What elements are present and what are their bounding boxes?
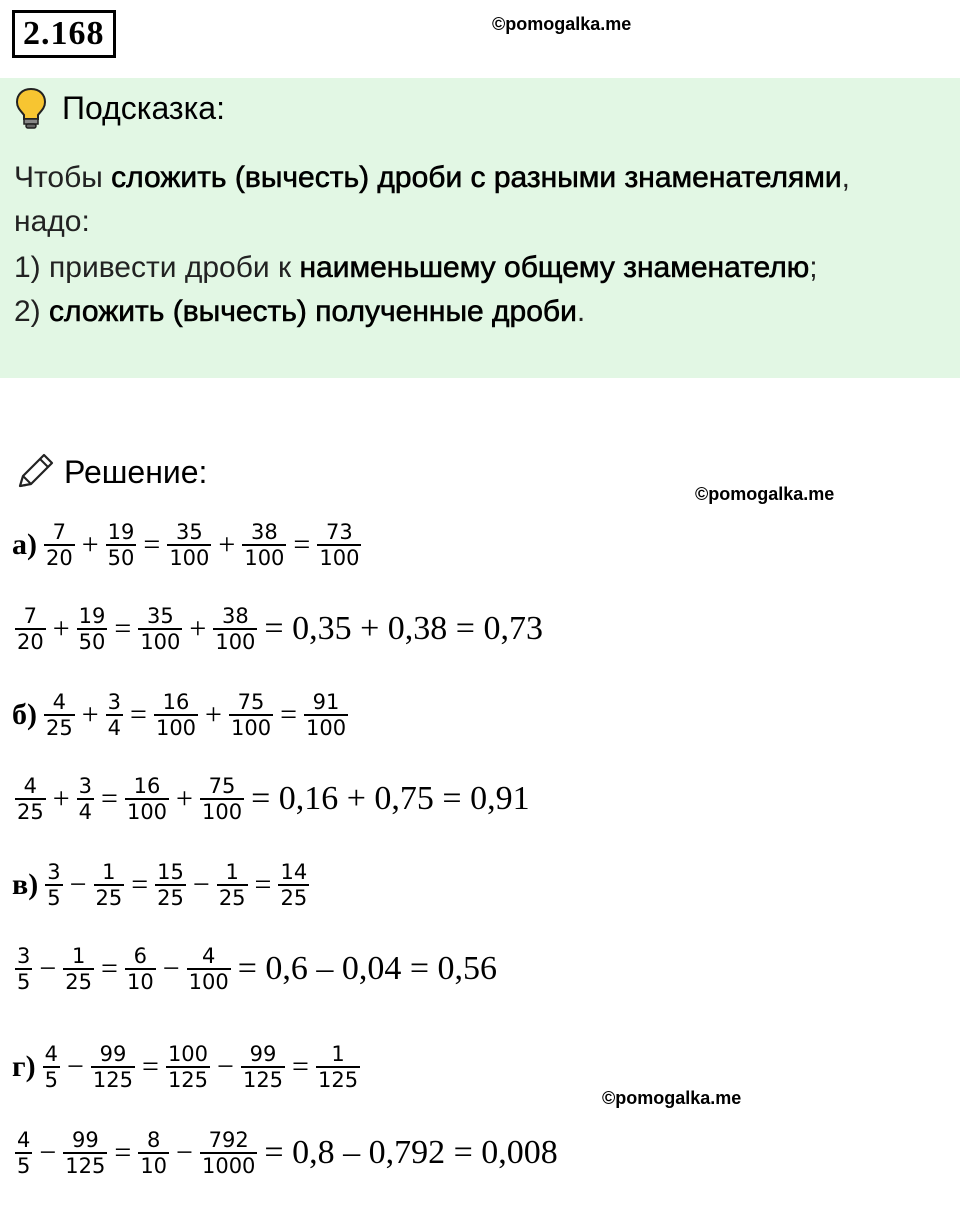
operator: + [52,612,70,645]
fraction [125,944,156,994]
numerator: 16 [162,690,190,714]
pencil-icon [14,452,56,492]
fraction [155,860,186,910]
operator: + [52,782,70,815]
solution-title: Решение: [64,454,208,490]
item-label: б) [12,698,37,731]
operator: + [81,698,99,731]
numerator: 7 [52,520,67,544]
operator: − [192,868,210,901]
operator: + [205,698,222,731]
fraction [15,1128,32,1178]
denominator: 4 [107,716,122,740]
operator: = [101,952,118,985]
solution-row [12,1128,558,1178]
fraction [15,604,46,654]
numerator: 99 [71,1128,99,1152]
numerator: 1 [102,860,116,884]
solution-row [12,1042,363,1092]
decimal-result: = 0,6 – 0,04 = 0,56 [237,950,498,987]
denominator: 100 [244,546,285,570]
numerator: 1 [225,860,239,884]
operator: = [293,528,311,561]
fraction [138,604,182,654]
denominator: 25 [65,970,93,994]
fraction [45,860,62,910]
denominator: 100 [201,800,243,824]
item-label: в) [12,868,39,901]
denominator: 125 [65,1154,106,1178]
fraction [63,944,94,994]
numerator: 3 [47,860,61,884]
fraction [94,860,125,910]
numerator: 792 [208,1128,249,1152]
operator: + [189,612,207,645]
watermark-middle: ©pomogalka.me [695,484,835,504]
fraction [44,520,75,570]
fraction [125,774,169,824]
numerator: 14 [280,860,308,884]
operator: = [142,1050,159,1083]
fraction [200,1128,257,1178]
fraction [154,690,198,740]
denominator: 100 [188,970,229,994]
operator: = [292,1050,309,1083]
numerator: 3 [17,944,31,968]
denominator: 5 [44,1068,58,1092]
denominator: 25 [17,800,44,824]
operator: = [101,782,118,815]
fraction [15,774,46,824]
denominator: 100 [126,800,168,824]
denominator: 5 [17,970,31,994]
fraction [317,520,361,570]
denominator: 125 [242,1068,284,1092]
fraction [166,1042,210,1092]
numerator: 1 [331,1042,345,1066]
decimal-result: = 0,16 + 0,75 = 0,91 [251,780,530,817]
hint-line-4: 2) сложить (вычесть) полученные дроби. [14,295,586,328]
fraction [43,1042,60,1092]
hint-line-3: 1) привести дроби к наименьшему общему знаменателю; [14,251,818,284]
numerator: 35 [175,520,203,544]
fraction [304,690,348,740]
solution-row [12,860,312,910]
numerator: 4 [52,690,67,714]
operator: = [280,698,297,731]
numerator: 4 [17,1128,31,1152]
denominator: 1000 [201,1154,256,1178]
numerator: 100 [167,1042,209,1066]
numerator: 38 [222,604,249,628]
numerator: 1 [71,944,86,968]
fraction [106,690,123,740]
numerator: 35 [146,604,174,628]
decimal-result: = 0,35 + 0,38 = 0,73 [264,610,543,647]
hint-title: Подсказка: [62,90,225,126]
denominator: 100 [215,630,256,654]
numerator: 19 [78,604,106,628]
numerator: 4 [44,1042,58,1066]
decimal-result: = 0,8 – 0,792 = 0,008 [264,1134,558,1171]
operator: = [254,868,272,901]
denominator: 25 [280,886,308,910]
numerator: 4 [201,944,216,968]
numerator: 15 [157,860,184,884]
fraction [213,604,257,654]
denominator: 125 [167,1068,209,1092]
denominator: 125 [317,1068,359,1092]
numerator: 75 [237,690,265,714]
operator: − [39,1136,57,1169]
fraction [242,520,286,570]
denominator: 25 [46,716,73,740]
operator: − [217,1050,234,1083]
operator: − [176,1136,193,1169]
numerator: 91 [312,690,340,714]
fraction [229,690,273,740]
watermark-top: ©pomogalka.me [492,14,632,34]
numerator: 99 [249,1042,277,1066]
solution-row [12,944,497,994]
item-label: г) [12,1050,36,1083]
operator: − [39,952,57,985]
numerator: 16 [133,774,161,798]
fraction [77,604,108,654]
fraction [77,774,94,824]
denominator: 25 [95,886,123,910]
denominator: 4 [78,800,93,824]
numerator: 3 [107,690,122,714]
problem-number: 2.168 [12,10,116,58]
item-label: а) [12,528,37,561]
operator: − [69,868,87,901]
denominator: 10 [126,970,154,994]
denominator: 100 [140,630,181,654]
fraction [200,774,244,824]
numerator: 7 [23,604,38,628]
numerator: 19 [107,520,135,544]
denominator: 50 [78,630,106,654]
fraction [316,1042,360,1092]
fraction [138,1128,169,1178]
denominator: 5 [47,886,61,910]
solution-row [12,520,364,570]
numerator: 6 [133,944,147,968]
numerator: 75 [208,774,236,798]
numerator: 99 [99,1042,127,1066]
fraction [167,520,211,570]
fraction [44,690,75,740]
operator: = [143,528,161,561]
fraction [63,1128,107,1178]
hint-line-2: надо: [14,205,90,238]
numerator: 4 [23,774,38,798]
denominator: 125 [92,1068,134,1092]
fraction [91,1042,135,1092]
denominator: 5 [17,1154,31,1178]
denominator: 20 [17,630,44,654]
hint-line-1: Чтобы сложить (вычесть) дроби с разными знаменателями, [14,161,850,194]
denominator: 25 [157,886,184,910]
denominator: 25 [218,886,246,910]
denominator: 100 [169,546,210,570]
numerator: 3 [78,774,93,798]
denominator: 100 [155,716,197,740]
operator: = [114,1136,132,1169]
denominator: 20 [46,546,73,570]
numerator: 8 [146,1128,161,1152]
numerator: 38 [251,520,278,544]
lightbulb-icon [14,86,48,130]
fraction [278,860,309,910]
operator: − [67,1050,84,1083]
operator: − [162,952,180,985]
operator: = [131,868,149,901]
operator: = [114,612,132,645]
denominator: 100 [319,546,360,570]
watermark-bottom: ©pomogalka.me [602,1088,742,1108]
solution-row [12,690,351,740]
operator: + [176,782,193,815]
fraction [15,944,32,994]
solution-row [12,604,543,654]
denominator: 100 [230,716,272,740]
numerator: 73 [326,520,353,544]
denominator: 10 [140,1154,168,1178]
denominator: 50 [107,546,135,570]
fraction [106,520,137,570]
operator: + [81,528,99,561]
operator: = [130,698,147,731]
fraction [187,944,231,994]
fraction [217,860,248,910]
fraction [241,1042,285,1092]
denominator: 100 [305,716,347,740]
solution-row [12,774,530,824]
operator: + [218,528,236,561]
